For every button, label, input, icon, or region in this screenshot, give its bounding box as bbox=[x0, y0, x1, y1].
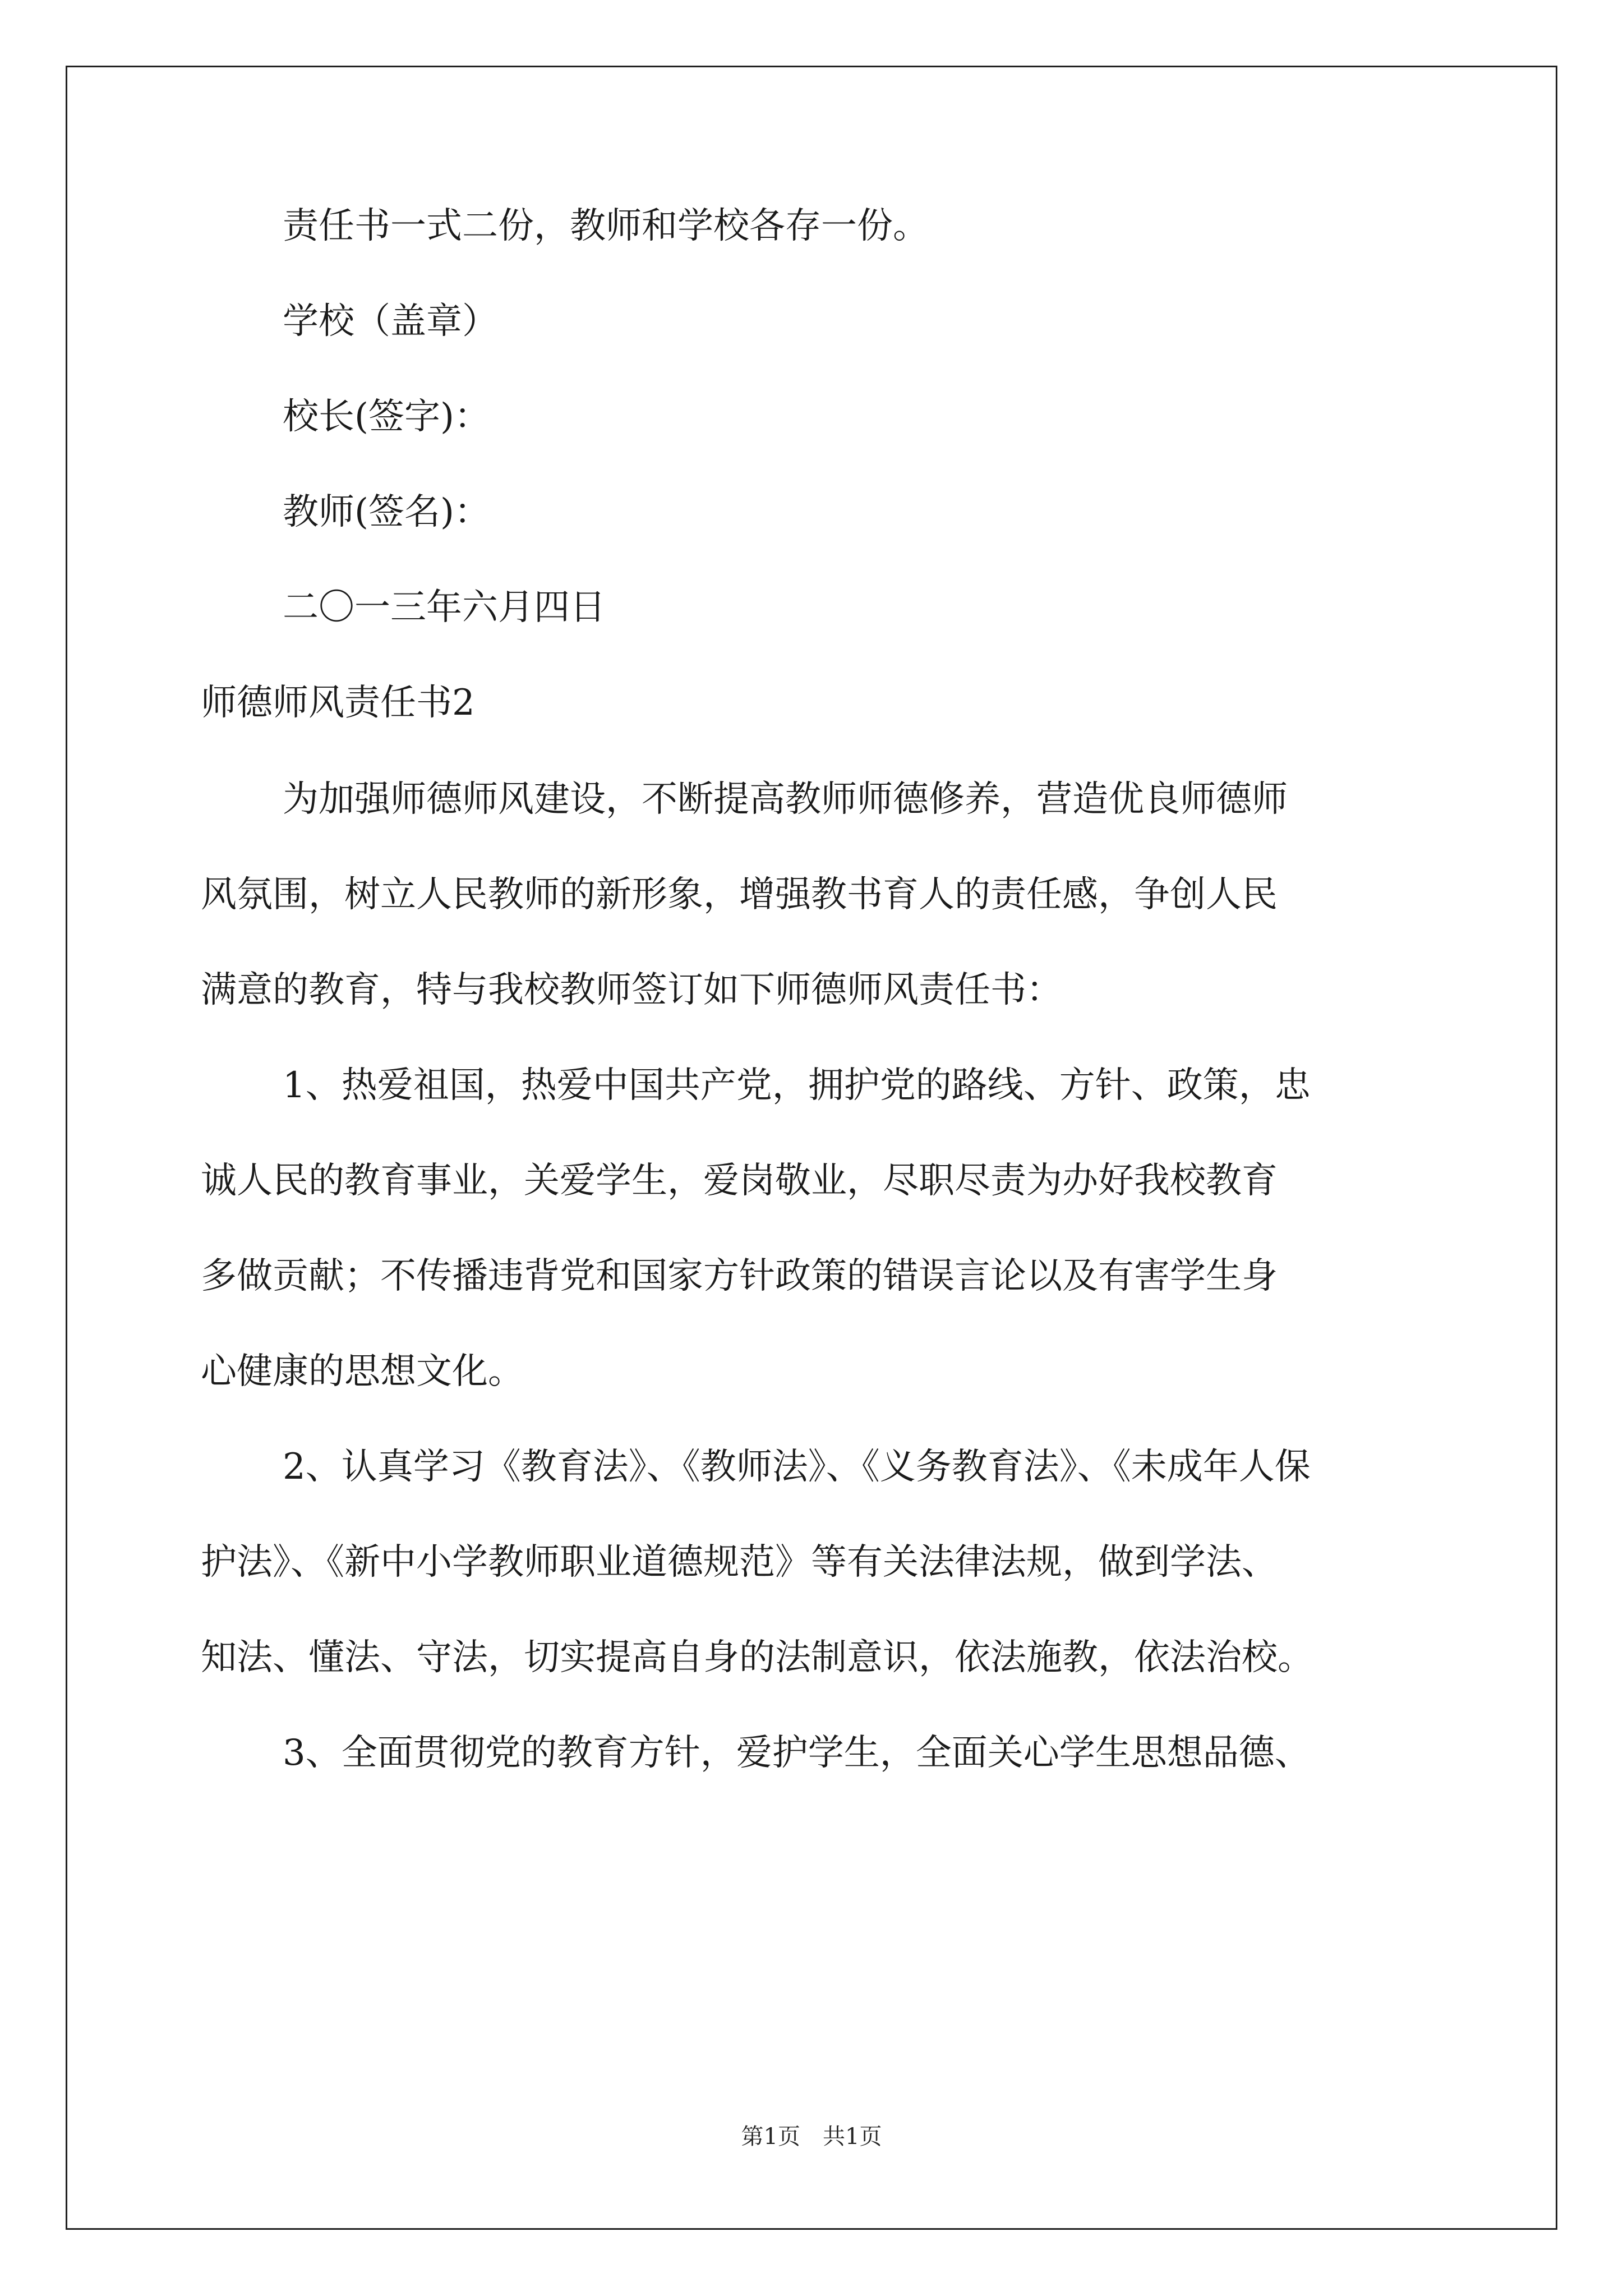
section-heading: 师德师风责任书2 bbox=[201, 682, 475, 724]
paragraph-line: 责任书一式二份，教师和学校各存一份。 bbox=[283, 205, 929, 247]
paragraph-line: 1、热爱祖国，热爱中国共产党，拥护党的路线、方针、政策，忠 bbox=[283, 1065, 1311, 1106]
paragraph-line: 多做贡献；不传播违背党和国家方针政策的错误言论以及有害学生身 bbox=[201, 1255, 1278, 1297]
date-line: 二〇一三年六月四日 bbox=[283, 587, 606, 628]
page-border bbox=[66, 66, 1557, 2230]
paragraph-line: 风氛围，树立人民教师的新形象，增强教书育人的责任感，争创人民 bbox=[201, 874, 1278, 915]
paragraph-line: 2、认真学习《教育法》、《教师法》、《义务教育法》、《未成年人保 bbox=[283, 1446, 1311, 1488]
paragraph-line: 护法》、《新中小学教师职业道德规范》等有关法律法规，做到学法、 bbox=[201, 1542, 1278, 1583]
principal-signature-line: 校长(签字)： bbox=[283, 396, 490, 438]
school-seal-line: 学校（盖章） bbox=[283, 301, 498, 342]
paragraph-line: 3、全面贯彻党的教育方针，爱护学生，全面关心学生思想品德、 bbox=[283, 1732, 1311, 1774]
teacher-signature-line: 教师(签名)： bbox=[283, 491, 490, 533]
paragraph-line: 知法、懂法、守法，切实提高自身的法制意识，依法施教，依法治校。 bbox=[201, 1637, 1313, 1678]
paragraph-line: 为加强师德师风建设，不断提高教师师德修养，营造优良师德师 bbox=[283, 779, 1288, 820]
paragraph-line: 诚人民的教育事业，关爱学生，爱岗敬业，尽职尽责为办好我校教育 bbox=[201, 1160, 1278, 1202]
paragraph-line: 满意的教育，特与我校教师签订如下师德师风责任书： bbox=[201, 969, 1062, 1011]
paragraph-line: 心健康的思想文化。 bbox=[201, 1351, 524, 1392]
page-footer: 第1页 共1页 bbox=[741, 2124, 882, 2150]
